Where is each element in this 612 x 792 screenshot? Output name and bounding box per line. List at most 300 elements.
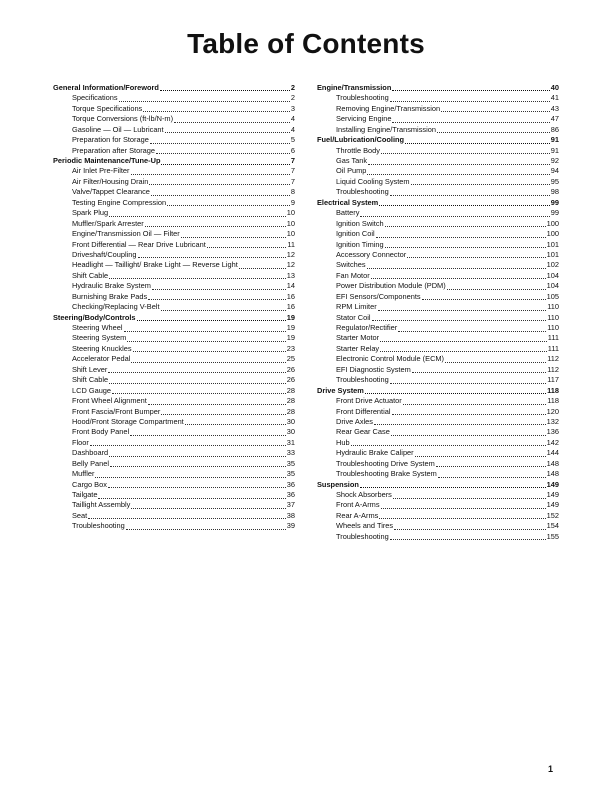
toc-entry[interactable] [317,292,559,302]
toc-entry[interactable] [317,313,559,323]
dot-leader [150,143,290,144]
toc-entry[interactable] [317,177,559,187]
toc-entry[interactable] [317,114,559,124]
toc-page-number: 99 [550,208,559,218]
dot-leader [412,372,546,373]
dot-leader [126,529,286,530]
toc-page-number: 11 [287,239,295,249]
toc-entry-title: Steering System [72,333,127,343]
dot-leader [145,226,286,227]
toc-entry[interactable] [317,250,559,260]
toc-entry[interactable] [53,271,295,281]
toc-page-number: 154 [546,521,559,531]
dot-leader [88,518,286,519]
toc-entry[interactable] [317,271,559,281]
toc-page-number: 136 [546,427,559,437]
toc-entry-title: Dashboard [72,448,109,458]
toc-entry[interactable] [317,125,559,135]
dot-leader [161,164,289,165]
toc-entry[interactable] [317,532,559,542]
toc-page-number: 33 [286,448,295,458]
dot-leader [445,362,546,363]
dot-leader [161,310,286,311]
dot-leader [379,518,545,519]
toc-section-heading[interactable] [53,156,295,166]
toc-entry-title: Starter Motor [336,333,380,343]
toc-page-number: 8 [290,187,295,197]
toc-page-number: 105 [546,291,559,301]
toc-page-number: 5 [290,135,295,145]
toc-entry[interactable] [53,386,295,396]
toc-entry-title: Tailgate [72,490,98,500]
dot-leader [390,101,550,102]
toc-entry-title: Throttle Body [336,145,380,155]
dot-leader [372,320,547,321]
dot-leader [380,341,547,342]
toc-page-number: 144 [546,448,559,458]
toc-page-number: 148 [546,458,559,468]
toc-entry-title: Liquid Cooling System [336,176,410,186]
toc-page-number: 19 [286,333,295,343]
toc-page-number: 111 [547,333,559,343]
dot-leader [108,487,286,488]
toc-entry-title: Ignition Switch [336,218,384,228]
toc-entry[interactable] [317,240,559,250]
toc-entry-title: Accessory Connector [336,249,407,259]
toc-entry[interactable] [53,281,295,291]
dot-leader [391,435,546,436]
toc-page-number: 118 [547,396,559,406]
dot-leader [149,184,289,185]
toc-entry[interactable] [53,229,295,239]
page-number: 1 [548,764,554,774]
toc-entry-title: General Information/Foreword [53,82,159,92]
toc-entry[interactable] [53,354,295,364]
toc-page-number: 14 [286,281,295,291]
toc-entry[interactable] [53,459,295,469]
toc-page-number: 36 [286,479,295,489]
dot-leader [165,132,290,133]
toc-page-number: 118 [547,385,559,395]
toc-page-number: 35 [286,458,295,468]
toc-entry-title: Troubleshooting [336,187,389,197]
dot-leader [441,111,550,112]
toc-entry-title: Front Differential — Rear Drive Lubricant [72,239,206,249]
toc-page-number: 120 [546,406,559,416]
toc-entry[interactable] [53,323,295,333]
toc-entry[interactable] [317,229,559,239]
toc-entry-title: EFI Diagnostic System [336,364,411,374]
toc-entry[interactable] [53,521,295,531]
toc-entry-title: Rear A-Arms [336,510,379,520]
toc-entry[interactable] [53,438,295,448]
dot-leader [160,90,290,91]
toc-entry-title: Regulator/Rectifier [336,323,398,333]
dot-leader [398,331,546,332]
dot-leader [403,404,546,405]
dot-leader [371,278,546,279]
toc-entry-title: Front Wheel Alignment [72,396,147,406]
toc-entry-title: Removing Engine/Transmission [336,103,441,113]
toc-page-number: 7 [290,166,295,176]
toc-entry-title: Servicing Engine [336,114,392,124]
toc-entry[interactable] [317,334,559,344]
toc-entry-title: Electronic Control Module (ECM) [336,354,445,364]
dot-leader [393,498,546,499]
toc-entry[interactable] [53,490,295,500]
dot-leader [161,414,285,415]
dot-leader [131,174,290,175]
dot-leader [392,414,546,415]
dot-leader [392,90,549,91]
toc-entry-title: Cargo Box [72,479,107,489]
toc-page-number: 35 [286,469,295,479]
dot-leader [98,498,285,499]
dot-leader [390,539,546,540]
toc-entry-title: Stator Coil [336,312,371,322]
dot-leader [174,122,290,123]
toc-section-heading[interactable] [317,83,559,93]
toc-entry[interactable] [317,323,559,333]
toc-entry-title: Troubleshooting [336,375,389,385]
toc-entry[interactable] [317,354,559,364]
toc-page-number: 104 [546,281,559,291]
toc-entry[interactable] [317,417,559,427]
toc-entry-title: Hydraulic Brake Caliper [336,448,414,458]
toc-entry[interactable] [317,260,559,270]
toc-entry-title: Troubleshooting Brake System [336,469,437,479]
dot-leader [124,331,286,332]
toc-entry[interactable] [53,198,295,208]
toc-page-number: 110 [547,323,559,333]
toc-page-number: 117 [547,375,559,385]
toc-page-number: 132 [546,416,559,426]
toc-entry[interactable] [53,260,295,270]
toc-entry-title: EFI Sensors/Components [336,291,421,301]
dot-leader [360,487,546,488]
dot-leader [422,299,546,300]
dot-leader [109,456,286,457]
toc-entry-title: Electrical System [317,197,379,207]
toc-entry[interactable] [317,208,559,218]
toc-entry-title: Front Drive Actuator [336,396,402,406]
toc-entry-title: Troubleshooting Drive System [336,458,435,468]
toc-entry[interactable] [53,469,295,479]
dot-leader [390,195,550,196]
toc-left-column [53,83,295,532]
dot-leader [378,310,547,311]
dot-leader [390,383,546,384]
dot-leader [368,164,550,165]
dot-leader [438,477,546,478]
toc-entry[interactable] [53,417,295,427]
dot-leader [152,289,286,290]
toc-entry-title: Taillight Assembly [72,500,131,510]
dot-leader [411,184,550,185]
dot-leader [95,477,285,478]
toc-entry[interactable] [317,407,559,417]
toc-entry[interactable] [53,250,295,260]
dot-leader [239,268,286,269]
toc-page-number: 7 [290,176,295,186]
toc-entry[interactable] [53,240,295,250]
dot-leader [392,122,549,123]
toc-page-number: 25 [286,354,295,364]
toc-entry-title: Hub [336,437,350,447]
toc-page-number: 39 [286,521,295,531]
toc-entry[interactable] [53,511,295,521]
toc-entry[interactable] [317,375,559,385]
toc-right-column [317,83,559,542]
dot-leader [351,445,546,446]
toc-entry[interactable] [53,344,295,354]
toc-entry-title: Wheels and Tires [336,521,394,531]
dot-leader [436,466,546,467]
toc-entry-title: Hydraulic Brake System [72,281,151,291]
toc-page-number: 37 [286,500,295,510]
toc-entry-title: Drive Axles [336,416,373,426]
toc-entry-title: Testing Engine Compression [72,197,167,207]
dot-leader [437,132,550,133]
dot-leader [367,268,546,269]
toc-entry[interactable] [53,187,295,197]
toc-entry-title: RPM Limiter [336,302,377,312]
toc-entry-title: Ignition Coil [336,229,375,239]
toc-section-heading[interactable] [317,386,559,396]
dot-leader [407,257,545,258]
toc-entry[interactable] [317,501,559,511]
toc-entry[interactable] [53,375,295,385]
toc-page-number: 102 [546,260,559,270]
toc-entry[interactable] [53,427,295,437]
toc-entry[interactable] [53,407,295,417]
toc-page-number: 3 [290,103,295,113]
toc-page-number: 7 [290,156,295,166]
toc-entry[interactable] [53,114,295,124]
toc-page-number: 2 [290,93,295,103]
toc-entry-title: Checking/Replacing V-Belt [72,302,160,312]
dot-leader [379,205,550,206]
dot-leader [110,466,286,467]
toc-entry[interactable] [317,219,559,229]
dot-leader [394,529,546,530]
toc-entry[interactable] [317,438,559,448]
toc-entry-title: Oil Pump [336,166,367,176]
toc-page-number: 10 [286,229,295,239]
toc-entry[interactable] [317,396,559,406]
dot-leader [374,424,546,425]
dot-leader [376,237,546,238]
dot-leader [148,299,286,300]
toc-page-number: 28 [286,385,295,395]
toc-entry[interactable] [53,334,295,344]
toc-page-number: 104 [546,270,559,280]
toc-page-number: 2 [290,82,295,92]
toc-entry-title: Fan Motor [336,270,370,280]
toc-page-number: 99 [550,197,559,207]
toc-entry-title: Troubleshooting [72,521,125,531]
toc-entry[interactable] [53,448,295,458]
toc-page-number: 152 [546,510,559,520]
toc-page-number: 30 [286,427,295,437]
dot-leader [131,362,285,363]
dot-leader [156,153,290,154]
toc-entry-title: Fuel/Lubrication/Cooling [317,135,405,145]
toc-entry-title: Battery [336,208,360,218]
dot-leader [108,372,285,373]
toc-page-number: 13 [286,270,295,280]
toc-section-heading[interactable] [53,83,295,93]
toc-entry[interactable] [317,511,559,521]
toc-entry-title: Steering Knuckles [72,343,132,353]
dot-leader [133,351,286,352]
toc-entry[interactable] [317,167,559,177]
dot-leader [148,404,286,405]
toc-page-number: 19 [286,312,295,322]
toc-entry-title: Muffler/Spark Arrester [72,218,144,228]
toc-entry[interactable] [53,396,295,406]
toc-page-number: 10 [286,218,295,228]
toc-page-number: 12 [286,260,295,270]
toc-entry[interactable] [317,93,559,103]
toc-page-number: 40 [550,82,559,92]
toc-page-number: 112 [547,364,559,374]
toc-section-heading[interactable] [317,198,559,208]
toc-entry-title: Steering/Body/Controls [53,312,136,322]
dot-leader [109,216,286,217]
dot-leader [381,153,550,154]
toc-entry-title: Valve/Tappet Clearance [72,187,150,197]
dot-leader [137,320,286,321]
toc-page-number: 28 [286,406,295,416]
toc-entry[interactable] [317,459,559,469]
dot-leader [127,341,286,342]
toc-entry-title: Shift Cable [72,270,109,280]
dot-leader [112,393,286,394]
toc-entry-title: Troubleshooting [336,531,389,541]
toc-entry-title: Front Fascia/Front Bumper [72,406,161,416]
toc-entry[interactable] [53,501,295,511]
toc-page-number: 36 [286,490,295,500]
toc-entry[interactable] [317,427,559,437]
toc-entry[interactable] [53,146,295,156]
toc-entry[interactable] [53,167,295,177]
toc-entry[interactable] [317,365,559,375]
toc-page-number: 112 [547,354,559,364]
toc-page-number: 91 [550,135,559,145]
toc-section-heading[interactable] [317,480,559,490]
dot-leader [181,237,286,238]
toc-entry[interactable] [317,187,559,197]
toc-entry-title: Rear Gear Case [336,427,390,437]
toc-entry[interactable] [317,146,559,156]
dot-leader [405,143,550,144]
toc-page-number: 43 [550,103,559,113]
toc-entry[interactable] [53,292,295,302]
toc-entry[interactable] [317,302,559,312]
toc-entry[interactable] [53,208,295,218]
toc-entry-title: Engine/Transmission Oil — Filter [72,229,180,239]
toc-page-number: 38 [286,510,295,520]
toc-section-heading[interactable] [53,313,295,323]
dot-leader [131,508,285,509]
dot-leader [143,111,290,112]
dot-leader [109,278,286,279]
toc-page-number: 94 [550,166,559,176]
toc-entry[interactable] [53,104,295,114]
toc-page-number: 16 [286,302,295,312]
toc-entry[interactable] [53,302,295,312]
toc-page-number: 12 [286,249,295,259]
toc-entry-title: Starter Relay [336,343,380,353]
toc-page-number: 41 [550,93,559,103]
toc-entry-title: Belly Panel [72,458,109,468]
toc-entry[interactable] [53,93,295,103]
toc-entry[interactable] [53,177,295,187]
toc-entry[interactable] [53,135,295,145]
toc-page-number: 19 [286,323,295,333]
toc-entry-title: Headlight — Taillight/ Brake Light — Reverse Light [72,260,238,270]
toc-page-number: 16 [286,291,295,301]
toc-entry[interactable] [317,490,559,500]
toc-page-number: 92 [550,156,559,166]
toc-entry-title: Steering Wheel [72,323,123,333]
dot-leader [360,216,549,217]
toc-entry-title: Installing Engine/Transmission [336,124,436,134]
toc-entry-title: Front A-Arms [336,500,380,510]
toc-entry-title: Switches [336,260,366,270]
toc-page-number: 10 [286,208,295,218]
toc-page-number: 101 [546,249,559,259]
toc-entry-title: Air Inlet Pre-Filter [72,166,130,176]
toc-entry-title: Hood/Front Storage Compartment [72,416,184,426]
toc-page-number: 4 [290,124,295,134]
toc-page-number: 26 [286,364,295,374]
toc-entry[interactable] [53,219,295,229]
toc-page-number: 31 [286,437,295,447]
toc-entry[interactable] [317,448,559,458]
toc-entry[interactable] [53,365,295,375]
toc-entry[interactable] [317,521,559,531]
toc-entry[interactable] [317,104,559,114]
toc-entry-title: Preparation after Storage [72,145,155,155]
toc-entry-title: Gas Tank [336,156,368,166]
toc-page-number: 98 [550,187,559,197]
toc-entry[interactable] [317,469,559,479]
toc-section-heading[interactable] [317,135,559,145]
toc-entry[interactable] [317,344,559,354]
dot-leader [138,257,286,258]
toc-entry[interactable] [53,480,295,490]
dot-leader [185,424,286,425]
toc-entry-title: Troubleshooting [336,93,389,103]
toc-entry[interactable] [317,281,559,291]
toc-entry-title: Gasoline — Oil — Lubricant [72,124,164,134]
dot-leader [380,351,547,352]
toc-page-number: 26 [286,375,295,385]
toc-page-number: 86 [550,124,559,134]
toc-entry[interactable] [53,125,295,135]
toc-page-number: 30 [286,416,295,426]
toc-page-number: 9 [290,197,295,207]
toc-entry-title: Shift Lever [72,364,108,374]
dot-leader [130,435,286,436]
toc-page-number: 149 [546,479,559,489]
toc-entry[interactable] [317,156,559,166]
toc-entry-title: Muffler [72,469,95,479]
dot-leader [90,445,286,446]
dot-leader [447,289,546,290]
